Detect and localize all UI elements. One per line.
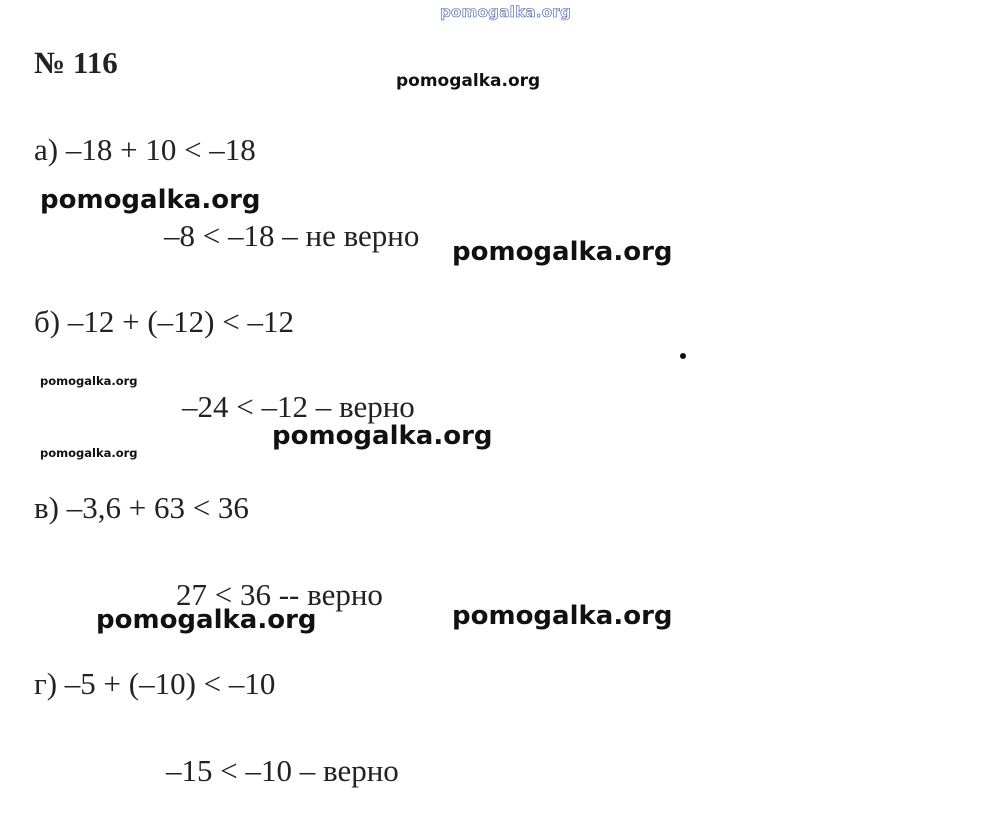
watermark-text: pomogalka.org: [396, 71, 541, 91]
problem-c-result: 27 < 36 -- верно: [176, 577, 383, 612]
site-watermark-top: pomogalka.org: [440, 3, 572, 21]
watermark-text: pomogalka.org: [96, 605, 317, 635]
watermark-text: pomogalka.org: [40, 446, 138, 460]
problem-b-expression: б) –12 + (–12) < –12: [34, 304, 294, 339]
problem-d-expression: г) –5 + (–10) < –10: [34, 666, 276, 701]
problem-d-result: –15 < –10 – верно: [166, 753, 399, 788]
watermark-text: pomogalka.org: [452, 237, 673, 267]
watermark-text: pomogalka.org: [40, 374, 138, 388]
problem-c-expression: в) –3,6 + 63 < 36: [34, 490, 249, 525]
watermark-text: pomogalka.org: [272, 421, 493, 451]
problem-a-result: –8 < –18 – не верно: [164, 218, 420, 253]
dot-mark: [680, 353, 686, 359]
problem-number-title: № 116: [34, 45, 118, 80]
problem-b-result: –24 < –12 – верно: [182, 389, 415, 424]
watermark-text: pomogalka.org: [40, 185, 261, 215]
problem-a-expression: а) –18 + 10 < –18: [34, 132, 256, 167]
watermark-text: pomogalka.org: [452, 601, 673, 631]
